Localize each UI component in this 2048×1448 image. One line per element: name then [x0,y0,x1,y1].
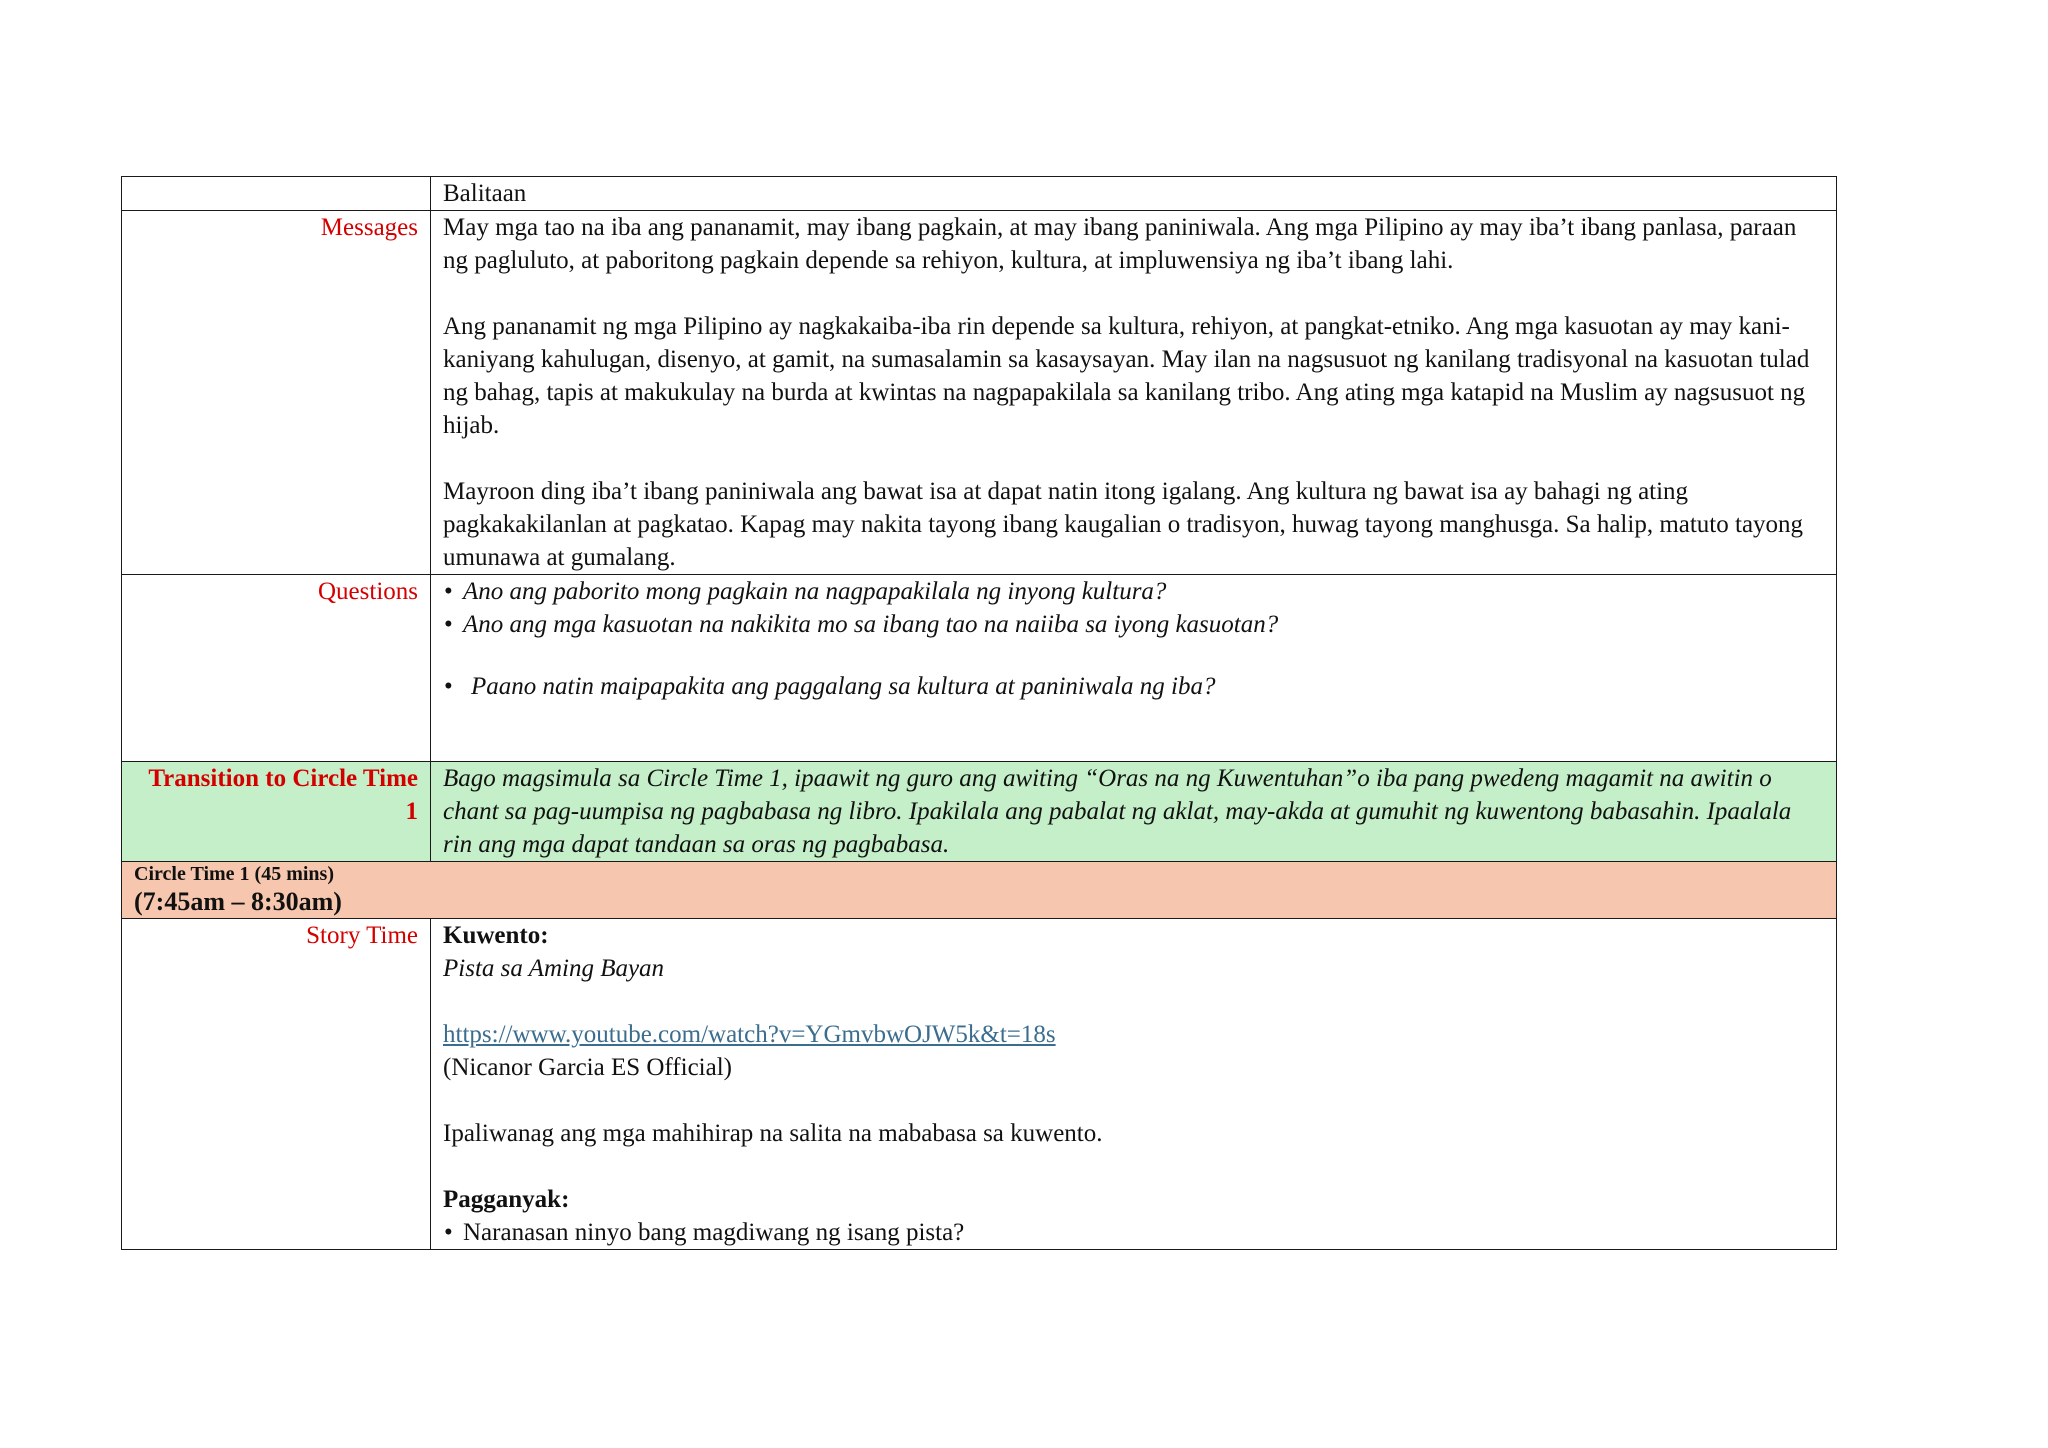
circle-time-header [122,862,1837,919]
circle-time-title: Circle Time 1 (45 mins) [134,863,334,885]
pagganyak-list [443,1216,1824,1249]
story-title: Pista sa Aming Bayan [443,955,665,982]
circle-time-row [122,862,1837,919]
question-item: • Ano ang mga kasuotan na nakikita mo sa ibang tao na naiiba sa iyong kasuotan? [443,608,1824,641]
messages-paragraph: Mayroon ding iba’t ibang paniniwala ang bawat isa at dapat natin itong igalang. Ang kultura ng bawat isa ay bahagi ng ating pagkakakilanlan at pagkatao. Kapag may nakita tayong ibang kaugalian o tradisyon, huwag tayong manghusga. Sa halip, matuto tayong umunawa at gumalang. [443,478,1804,571]
messages-row [122,211,1837,575]
story-video-link[interactable]: https://www.youtube.com/watch?v=YGmvbwOJW5k&t=18s [443,1021,1056,1048]
spacer [443,1150,1824,1183]
spacer [443,985,1824,1018]
balitaan-row [122,177,1837,211]
questions-list [443,575,1824,703]
story-time-label: Story Time [122,919,431,1250]
circle-time-range: (7:45am – 8:30am) [134,887,342,916]
question-item: • Ano ang paborito mong pagkain na nagpapakilala ng inyong kultura? [443,575,1824,608]
transition-row [122,762,1837,862]
messages-paragraph: Ang pananamit ng mga Pilipino ay nagkakaiba-iba rin depende sa kultura, rehiyon, at pangkat-etniko. Ang mga kasuotan ay may kani-kaniyang kahulugan, disenyo, at gamit, na sumasalamin sa kasaysayan. May ilan na nagsusuot ng kanilang tradisyonal na kasuotan tulad ng bahag, tapis at makukulay na burda at kwintas na nagpapakilala sa kanilang tribo. Ang ating mga katapid na Muslim ay nagsusuot ng hijab. [443,313,1810,439]
messages-label: Messages [122,211,431,575]
messages-paragraph: May mga tao na iba ang pananamit, may ibang pagkain, at may ibang paniniwala. Ang mga Pilipino ay may iba’t ibang panlasa, paraan ng pagluluto, at paboritong pagkain depende sa rehiyon, kultura, at impluwensiya ng iba’t ibang lahi. [443,214,1797,274]
story-link-line [443,1018,1824,1051]
transition-label: Transition to Circle Time 1 [122,762,431,862]
transition-text: Bago magsimula sa Circle Time 1, ipaawit ng guro ang awiting “Oras na ng Kuwentuhan”o iba pang pwedeng magamit na awitin o chant sa pag-uumpisa ng pagbabasa ng libro. Ipakilala ang pabalat ng aklat, may-akda at gumuhit ng kuwentong babasahin. Ipaalala rin ang mga dapat tandaan sa oras ng pagbabasa. [431,762,1837,862]
questions-row [122,575,1837,762]
questions-label: Questions [122,575,431,762]
balitaan-header: Balitaan [431,177,1837,211]
pagganyak-heading: Pagganyak: [443,1186,570,1213]
spacer [443,1084,1824,1117]
kuwento-heading: Kuwento: [443,922,549,949]
story-source: (Nicanor Garcia ES Official) [443,1054,732,1081]
story-time-content [431,919,1837,1250]
lesson-plan-table [121,176,1837,1250]
pagganyak-item: • Naranasan ninyo bang magdiwang ng isang pista? [443,1216,1824,1249]
messages-content [431,211,1837,575]
questions-spacer [443,703,1824,761]
story-instruction: Ipaliwanag ang mga mahihirap na salita na mababasa sa kuwento. [443,1120,1103,1147]
question-item: • Paano natin maipapakita ang paggalang sa kultura at paniniwala ng iba? [443,670,1824,703]
story-time-row [122,919,1837,1250]
questions-content [431,575,1837,762]
balitaan-label-cell [122,177,431,211]
